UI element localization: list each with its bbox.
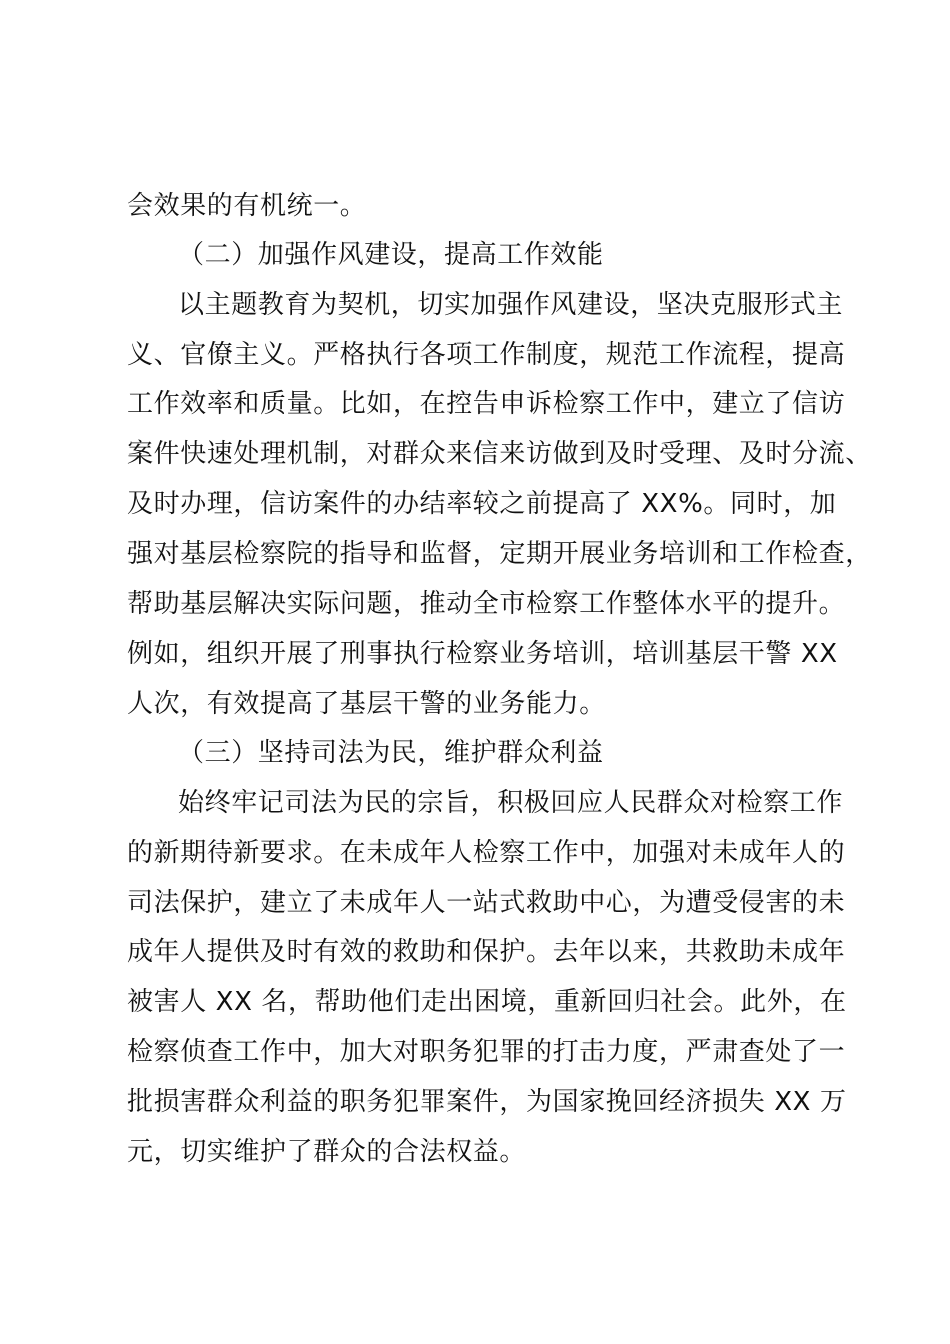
text-line: 人次，有效提高了基层干警的业务能力。	[127, 689, 606, 719]
text-line: 的新期待新要求。在未成年人检察工作中，加强对未成年人的	[127, 838, 846, 868]
text-line: 工作效率和质量。比如，在控告申诉检察工作中，建立了信访	[127, 389, 846, 419]
section-heading: （二）加强作风建设，提高工作效能	[178, 240, 604, 270]
text-line: 案件快速处理机制，对群众来信来访做到及时受理、及时分流、	[127, 439, 872, 469]
text-line: 成年人提供及时有效的救助和保护。去年以来，共救助未成年	[127, 937, 846, 967]
text-line: 及时办理，信访案件的办结率较之前提高了 XX%。同时，加	[127, 489, 837, 519]
text-line: 元，切实维护了群众的合法权益。	[127, 1137, 527, 1167]
text-line: 批损害群众利益的职务犯罪案件，为国家挽回经济损失 XX 万	[127, 1087, 847, 1117]
text-line: 会效果的有机统一。	[127, 191, 367, 221]
text-line: 检察侦查工作中，加大对职务犯罪的打击力度，严肃查处了一	[127, 1037, 846, 1067]
text-line: 例如，组织开展了刑事执行检察业务培训，培训基层干警 XX	[127, 639, 838, 669]
text-line: 帮助基层解决实际问题，推动全市检察工作整体水平的提升。	[127, 589, 846, 619]
text-line: 强对基层检察院的指导和监督，定期开展业务培训和工作检查，	[127, 539, 872, 569]
text-line: 义、官僚主义。严格执行各项工作制度，规范工作流程，提高	[127, 340, 846, 370]
text-line: 司法保护，建立了未成年人一站式救助中心，为遭受侵害的未	[127, 888, 846, 918]
section-heading: （三）坚持司法为民，维护群众利益	[178, 738, 604, 768]
text-line: 被害人 XX 名，帮助他们走出困境，重新回归社会。此外，在	[127, 987, 847, 1017]
text-line: 以主题教育为契机，切实加强作风建设，坚决克服形式主	[178, 290, 844, 320]
text-line: 始终牢记司法为民的宗旨，积极回应人民群众对检察工作	[178, 788, 844, 818]
